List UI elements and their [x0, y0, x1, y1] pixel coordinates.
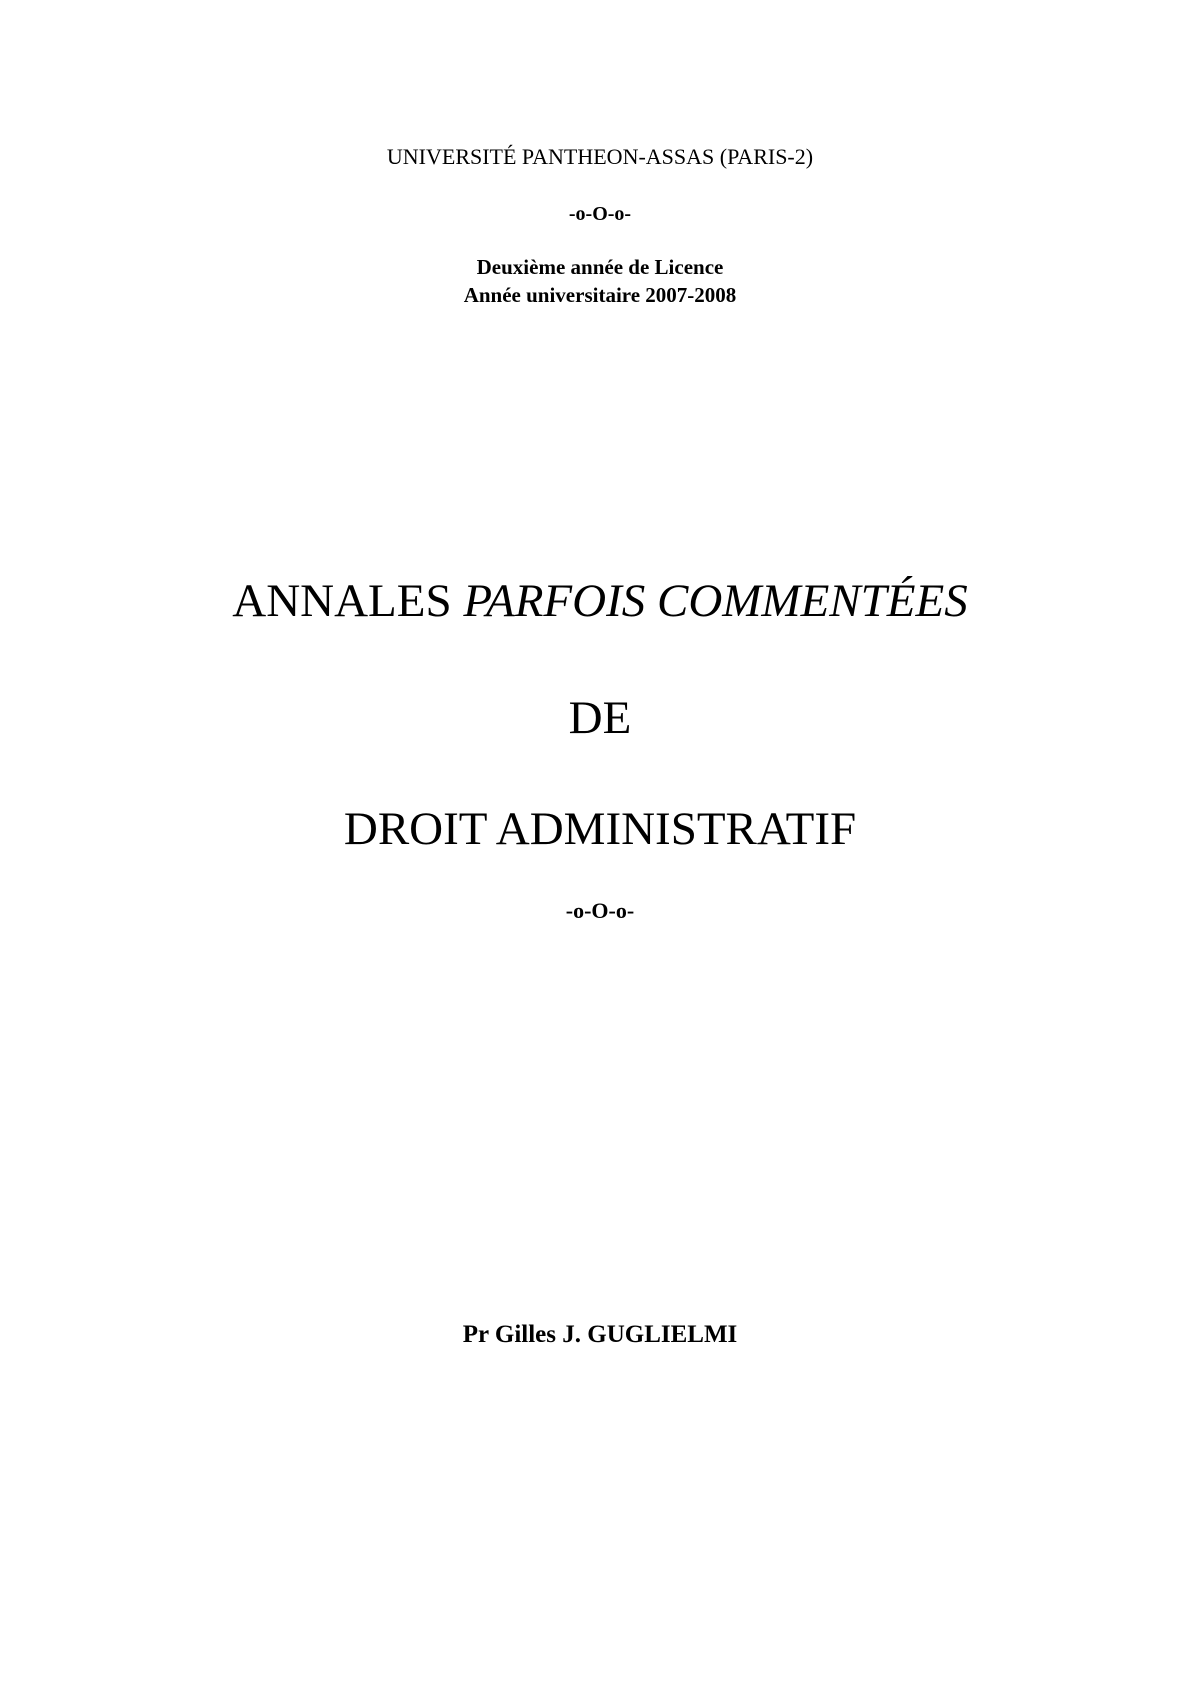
- title-separator: -o-O-o-: [565, 898, 635, 923]
- study-level: Deuxième année de Licence: [476, 255, 724, 279]
- university-name: UNIVERSITÉ PANTHEON-ASSAS (PARIS-2): [386, 144, 814, 169]
- title-roman-part: ANNALES: [232, 575, 464, 627]
- header-separator: -o-O-o-: [568, 203, 632, 225]
- title-italic-part: PARFOIS COMMENTÉES: [463, 575, 968, 627]
- title-line-2: DE: [568, 692, 632, 744]
- title-line-1: [0, 575, 1200, 627]
- academic-year: Année universitaire 2007-2008: [463, 283, 737, 307]
- title-line-3: DROIT ADMINISTRATIF: [343, 803, 857, 855]
- author-name: Pr Gilles J. GUGLIELMI: [462, 1321, 738, 1348]
